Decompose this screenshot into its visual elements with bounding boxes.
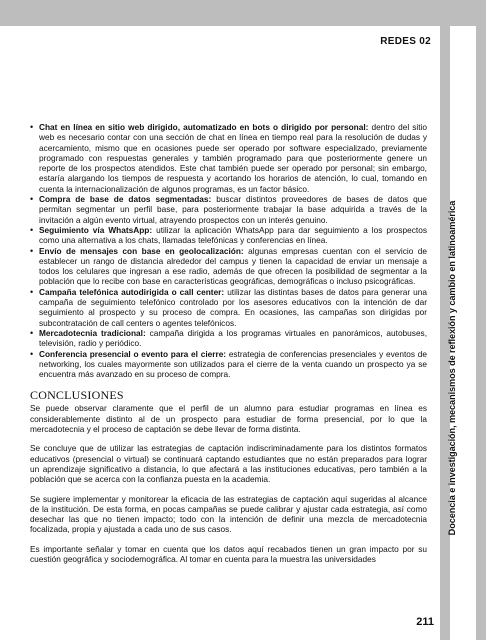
list-item <box>30 194 427 225</box>
top-gray-bar <box>0 0 486 26</box>
item-term: Campaña telefónica autodirigida o call center: <box>39 286 225 297</box>
item-text: utilizar la aplicación WhatsApp para dar seguimiento a los prospectos como una alternativa a los chats, llamadas telefónicas y conferencias en línea. <box>39 224 427 246</box>
paragraph: Se concluye que de utilizar las estrategias de captación indiscriminadamente para los distintos formatos educativos (presencial o virtual) se continuará captando estudiantes que no están preparados para lograr un aprendizaje significativo a distancia, lo que afectará a las instituciones educativas, pero también a la población que se acerca con la confianza puesta en la academia. <box>30 443 427 485</box>
bullet-icon: • <box>30 122 34 132</box>
item-term: Seguimiento vía WhatsApp: <box>39 224 153 235</box>
paragraph: Es importante señalar y tomar en cuenta que los datos aquí recabados tienen un gran impacto por su cuestión geográfica y sociodemográfica. Al tomar en cuenta para la muestra las universidades <box>30 543 427 564</box>
section-tag: REDES 02 <box>380 36 431 47</box>
paragraph: Se puede observar claramente que el perfil de un alumno para estudiar programas en línea es considerablemente distinto al de un prospecto para estudiar de forma presencial, por lo que la mercadotecnia y el proceso de captación se debe llevar de forma distinta. <box>30 403 427 435</box>
running-title: Docencia e investigación, mecanismos de reflexión y cambio en latinoamérica <box>447 200 457 536</box>
item-text: dentro del sitio web es necesario contar con una sección de chat en línea en tiempo real para la resolución de dudas y acercamiento, mismo que en ocasiones puede ser operado por software especializado, previamente programado con respuestas generales y también programado para que posteriormente genere un reporte de los prospectos atendidos. Este chat también puede ser operado por personal; sin embargo, estaría alargando los tiempos de respuesta y acortando los horarios de atención, lo cual, tomando en cuenta la internacionalización de algunos programas, es un factor básico. <box>39 122 427 194</box>
list-item <box>30 287 427 328</box>
conclusions-heading: CONCLUSIONES <box>30 388 124 403</box>
item-term: Compra de base de datos segmentadas: <box>39 194 212 205</box>
item-text: estrategia de conferencias presenciales y eventos de networking, los cuales mayormente son utilizados para el cierre de la venta cuando un prospecto ya se encuentra más avanzado en su proceso de compra. <box>39 348 427 380</box>
list-item <box>30 225 427 246</box>
page-number: 211 <box>416 616 434 628</box>
item-text: utilizar las distintas bases de datos para generar una campaña de seguimiento telefónico controlado por los asesores educativos con la intención de dar seguimiento al prospecto y su proceso de compra. En ocasiones, las campañas son dirigidas por subcontratación de call centers o agentes telefónicos. <box>39 286 428 328</box>
bullet-icon: • <box>30 194 34 205</box>
list-item <box>30 246 427 287</box>
item-text: campaña dirigida a los programas virtuales en panorámicos, autobuses, televisión, radio y periódico. <box>39 327 428 349</box>
bullet-icon: • <box>30 327 34 338</box>
bullet-icon: • <box>30 348 34 359</box>
item-text: algunas empresas cuentan con el servicio de establecer un rango de distancia alrededor del campus y tienen la capacidad de enviar un mensaje a todos los celulares que ingresan a ese radio, además de que ofrecen la posibilidad de segmentar a la población que lo recibe con base en características geográficas, demográficas o incluso psicográficas. <box>39 245 427 287</box>
strategy-list <box>30 122 427 379</box>
paragraph: Se sugiere implementar y monitorear la eficacia de las estrategias de captación aquí sugeridas al alcance de la institución. De esta forma, en pocas campañas se puede calibrar y ajustar cada estrategia, así como desechar las que no tienen impacto; todo con la intención de definir una mezcla de mercadotecnia focalizada, propia y ajustada a cada uno de sus casos. <box>30 493 427 535</box>
item-term: Mercadotecnia tradicional: <box>39 327 146 338</box>
item-term: Chat en línea en sitio web dirigido, automatizado en bots o dirigido por personal: <box>39 122 369 132</box>
bullet-icon: • <box>30 286 34 297</box>
list-item <box>30 349 427 380</box>
bullet-icon: • <box>30 245 34 256</box>
list-item <box>30 122 427 194</box>
page-body <box>30 122 427 573</box>
item-text: buscar distintos proveedores de bases de datos que permitan segmentar un perfil base, para posteriormente trabajar la base adquirida a través de la invitación a algún evento virtual, atrayendo prospectos con un interés genuino. <box>39 194 428 225</box>
list-item <box>30 328 427 349</box>
item-term: Envío de mensajes con base en geolocalización: <box>39 245 244 256</box>
item-term: Conferencia presencial o evento para el cierre: <box>39 348 227 359</box>
bullet-icon: • <box>30 224 34 235</box>
